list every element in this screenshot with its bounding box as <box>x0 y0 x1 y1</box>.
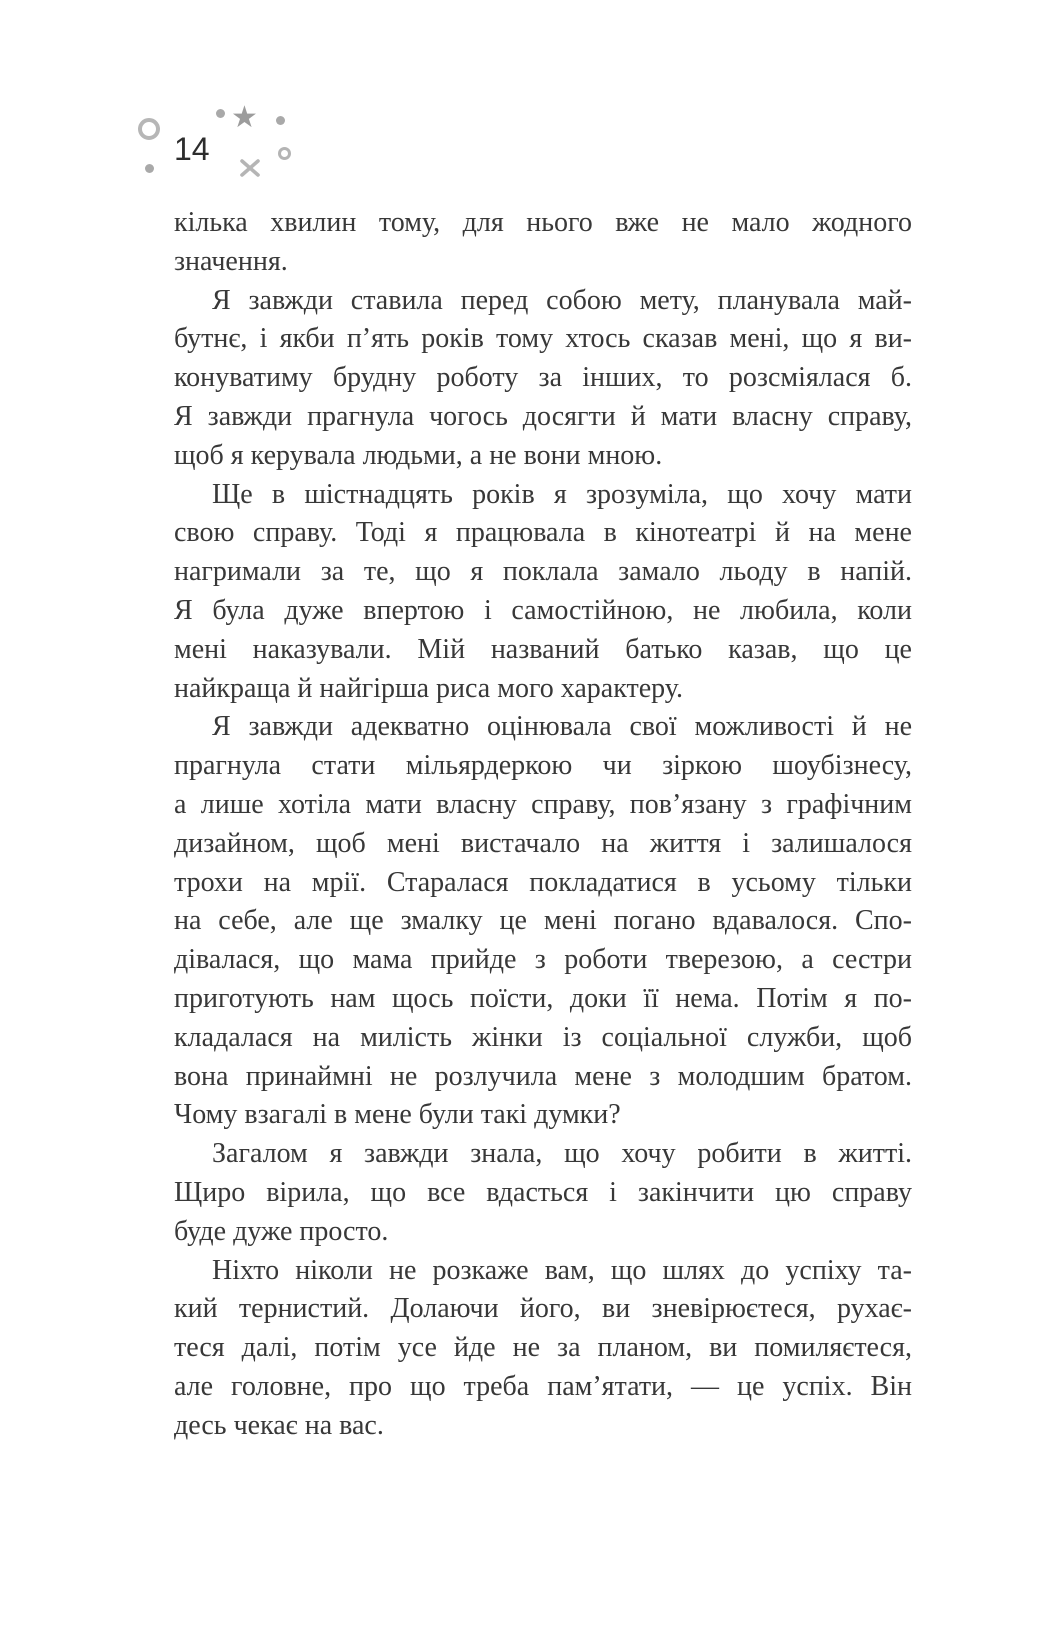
text-line: нагримали за те, що я поклала замало льоду в напій. <box>174 556 912 588</box>
paragraph <box>174 282 912 476</box>
text-line: дизайном, щоб мені вистачало на життя і залишалося <box>174 827 912 859</box>
small-circle-outline-icon <box>278 147 291 160</box>
paragraph <box>174 708 912 1135</box>
text-line: десь чекає на вас. <box>174 1409 384 1441</box>
text-line: Загалом я завжди знала, що хочу робити в житті. <box>212 1138 912 1170</box>
text-line: Ще в шістнадцять років я зрозуміла, що хочу мати <box>212 478 912 510</box>
dot-icon <box>145 164 154 173</box>
circle-outline-icon <box>138 118 160 140</box>
paragraph <box>174 1252 912 1446</box>
text-line: кілька хвилин тому, для нього вже не мало жодного <box>174 207 912 238</box>
text-line: найкраща й найгірша риса мого характеру. <box>174 672 683 704</box>
text-line: на себе, але ще змалку це мені погано вдавалося. Спо- <box>174 905 912 937</box>
page-number: 14 <box>174 131 210 167</box>
text-line: а лише хотіла мати власну справу, пов’язану з графічним <box>174 788 912 820</box>
text-line: конуватиму брудну роботу за інших, то розсміялася б. <box>174 362 912 394</box>
text-line: Я завжди прагнула чогось досягти й мати власну справу, <box>174 400 912 432</box>
text-line: приготують нам щось поїсти, доки її нема. Потім я по- <box>174 982 912 1014</box>
text-line: мені наказували. Мій названий батько казав, що це <box>174 633 912 665</box>
text-line: щоб я керувала людьми, а не вони мною. <box>174 439 663 471</box>
paragraph <box>174 1135 912 1251</box>
dot-icon <box>216 109 225 118</box>
text-line: Чому взагалі в мене були такі думки? <box>174 1099 621 1131</box>
paragraph <box>174 476 912 709</box>
text-line: буде дуже просто. <box>174 1215 389 1247</box>
text-line: Я була дуже впертою і самостійною, не любила, коли <box>174 594 912 626</box>
text-line: дівалася, що мама прийде з роботи тверезою, а сестри <box>174 944 912 976</box>
body-text <box>174 204 912 1446</box>
text-line: трохи на мрії. Старалася покладатися в усьому тільки <box>174 866 912 898</box>
star-icon: ★ <box>231 100 258 135</box>
x-mark-icon <box>239 158 261 178</box>
text-line: теся далі, потім усе йде не за планом, ви помиляєтеся, <box>174 1332 912 1364</box>
page-header <box>0 0 1040 200</box>
text-line: Я завжди адекватно оцінювала свої можливості й не <box>212 711 912 743</box>
text-line: бутнє, і якби п’ять років тому хтось сказав мені, що я ви- <box>174 323 912 355</box>
text-line: кий тернистий. Долаючи його, ви зневірюєтеся, рухає- <box>174 1293 912 1325</box>
text-line: прагнула стати мільярдеркою чи зіркою шоубізнесу, <box>174 750 912 782</box>
dot-icon <box>276 116 285 125</box>
text-line: Ніхто ніколи не розкаже вам, що шлях до успіху та- <box>212 1254 912 1286</box>
text-line: свою справу. Тоді я працювала в кінотеатрі й на мене <box>174 517 912 549</box>
text-line: кладалася на милість жінки із соціальної служби, щоб <box>174 1021 912 1053</box>
text-line: вона принаймні не розлучила мене з молодшим братом. <box>174 1060 912 1092</box>
text-line: але головне, про що треба пам’ятати, — це успіх. Він <box>174 1370 912 1402</box>
text-line: Я завжди ставила перед собою мету, планувала май- <box>212 284 912 316</box>
paragraph <box>174 204 912 282</box>
text-line: значення. <box>174 245 288 277</box>
text-line: Щиро вірила, що все вдасться і закінчити цю справу <box>174 1176 912 1208</box>
